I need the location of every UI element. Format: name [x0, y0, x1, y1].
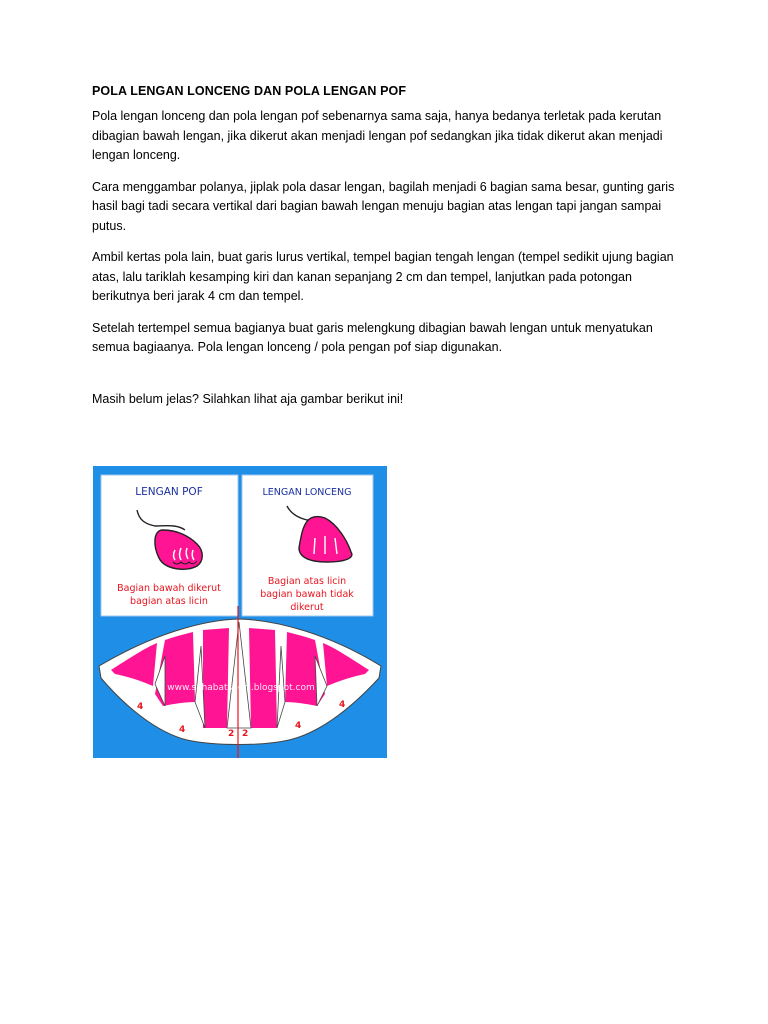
document-title: POLA LENGAN LONCENG DAN POLA LENGAN POF: [92, 84, 407, 98]
gap-label-6: 4: [339, 700, 346, 710]
paragraph-4: Setelah tertempel semua bagianya buat garis melengkung dibagian bawah lengan untuk menyatukan semua bagiaanya. Pola lengan lonceng / pola pengan pof siap digunakan.: [92, 320, 653, 354]
gap-label-5: 4: [295, 721, 302, 731]
document-body: [92, 84, 682, 421]
panel-pof-caption-1: Bagian bawah dikerut: [117, 583, 221, 594]
panel-lengan-pof: [101, 475, 238, 616]
pattern-watermark: www.sahabatsachi.blogspot.com: [167, 683, 315, 693]
panel-lonceng-caption-3: dikerut: [290, 602, 324, 613]
panel-lonceng-title: LENGAN LONCENG: [262, 487, 352, 498]
closing-line: Masih belum jelas? Silahkan lihat aja gambar berikut ini!: [92, 391, 404, 406]
paragraph-3: Ambil kertas pola lain, buat garis lurus vertikal, tempel bagian tengah lengan (tempel sedikit ujung bagian atas, lalu tariklah kesamping kiri dan kanan sepanjang 2 cm dan tempel, lanjutkan pada potongan berikutnya beri jarak 4 cm dan tempel.: [92, 250, 674, 303]
pattern-piece-4: [249, 628, 277, 728]
gap-label-1: 4: [137, 702, 144, 712]
pattern-piece-3: [203, 628, 229, 728]
gap-label-3: 2: [228, 729, 235, 739]
panel-pof-title: LENGAN POF: [135, 486, 203, 498]
panel-pof-caption-2: bagian atas licin: [130, 596, 208, 607]
paragraph-1: Pola lengan lonceng dan pola lengan pof sebenarnya sama saja, hanya bedanya terletak pada kerutan dibagian bawah lengan, jika dikerut akan menjadi lengan pof sedangkan jika tidak dikerut akan menjadi lengan lonceng.: [92, 109, 663, 162]
paragraph-2: Cara menggambar polanya, jiplak pola dasar lengan, bagilah menjadi 6 bagian sama besar, gunting garis hasil bagi tadi secara vertikal dari bagian bawah lengan menuju bagian atas lengan tapi jangan sampai putus.: [92, 179, 675, 233]
panel-lengan-lonceng: [242, 475, 373, 616]
gap-label-2: 4: [179, 725, 186, 735]
panel-lonceng-caption-1: Bagian atas licin: [267, 576, 347, 587]
sleeve-pattern-illustration: [93, 466, 387, 758]
gap-label-4: 2: [242, 729, 249, 739]
panel-lonceng-caption-2: bagian bawah tidak: [260, 589, 354, 600]
sleeve-pattern-figure: [93, 466, 387, 758]
